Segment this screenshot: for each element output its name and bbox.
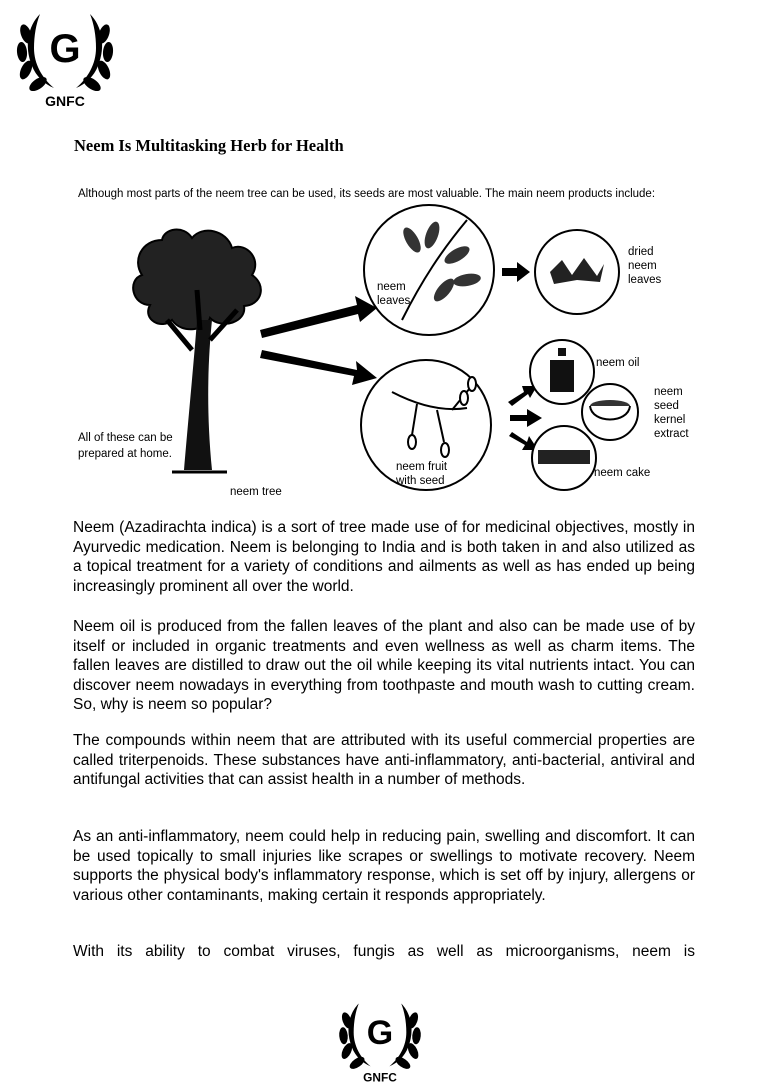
paragraph: As an anti-inflammatory, neem could help in reducing pain, swelling and discomfort. It can be used topically to small injuries like scrapes or swellings to motivate recovery. Neem supports the physical body's inflammatory response, which is set off by injury, allergens or various other contaminants, making certain it responds appropriately. (73, 828, 695, 904)
logo-text: GNFC (363, 1070, 397, 1085)
label-neem-tree: neem tree (230, 486, 282, 498)
label-neem-leaves-2: leaves (377, 295, 411, 307)
paragraph: Neem (Azadirachta indica) is a sort of tree made use of for medicinal objectives, mostly in Ayurvedic medication. Neem is belonging to India and is both taken in and also utilized as a topical treatment for a variety of conditions and ailments as well as has ended up being increasingly prominent all over the world. (73, 519, 695, 595)
page-title: Neem Is Multitasking Herb for Health (74, 136, 344, 155)
label-dried-3: leaves (628, 274, 662, 286)
arrow-icon (260, 296, 377, 338)
gnfc-logo-footer (332, 995, 428, 1085)
label-extract-3: kernel (654, 414, 686, 426)
logo-letter: G (366, 1014, 394, 1053)
extract-bowl-illustration (590, 400, 630, 420)
label-neem-cake: neem cake (594, 467, 651, 479)
label-extract-2: seed (654, 400, 679, 412)
label-dried-2: neem (628, 260, 657, 272)
figure-side-note: All of these can be prepared at home. (78, 432, 173, 460)
paragraph: With its ability to combat viruses, fungis as well as microorganisms, neem is (73, 943, 695, 960)
arrow-icon (502, 262, 530, 282)
label-fruit-1: neem fruit (396, 461, 448, 473)
neem-tree-illustration (133, 230, 261, 472)
neem-products-diagram (72, 180, 702, 502)
label-neem-oil: neem oil (596, 357, 640, 369)
neem-cake-illustration (538, 450, 590, 464)
gnfc-logo (12, 4, 118, 110)
logo-letter: G (49, 27, 81, 71)
figure-intro: Although most parts of the neem tree can be used, its seeds are most valuable. The main neem products include: (78, 188, 656, 200)
label-extract-4: extract (654, 428, 689, 440)
paragraph: Neem oil is produced from the fallen leaves of the plant and also can be made use of by itself or included in organic treatments and even wellness as well as charm items. The fallen leaves are distilled to draw out the oil while keeping its vital nutrients intact. You can discover neem nowadays in everything from toothpaste and mouth wash to cutting cream. So, why is neem so popular? (73, 618, 695, 714)
arrow-icon (260, 350, 377, 385)
paragraph: The compounds within neem that are attributed with its useful commercial properties are called triterpenoids. These substances have anti-inflammatory, anti-bacterial, antiviral and antifungal activities that can assist health in a number of methods. (73, 732, 695, 789)
label-dried-1: dried (628, 246, 654, 258)
label-fruit-2: with seed (396, 475, 445, 487)
arrow-icon (508, 386, 537, 406)
label-neem-leaves-1: neem (377, 281, 406, 293)
label-extract-1: neem (654, 386, 683, 398)
arrow-icon (510, 409, 542, 427)
logo-text: GNFC (45, 93, 85, 109)
